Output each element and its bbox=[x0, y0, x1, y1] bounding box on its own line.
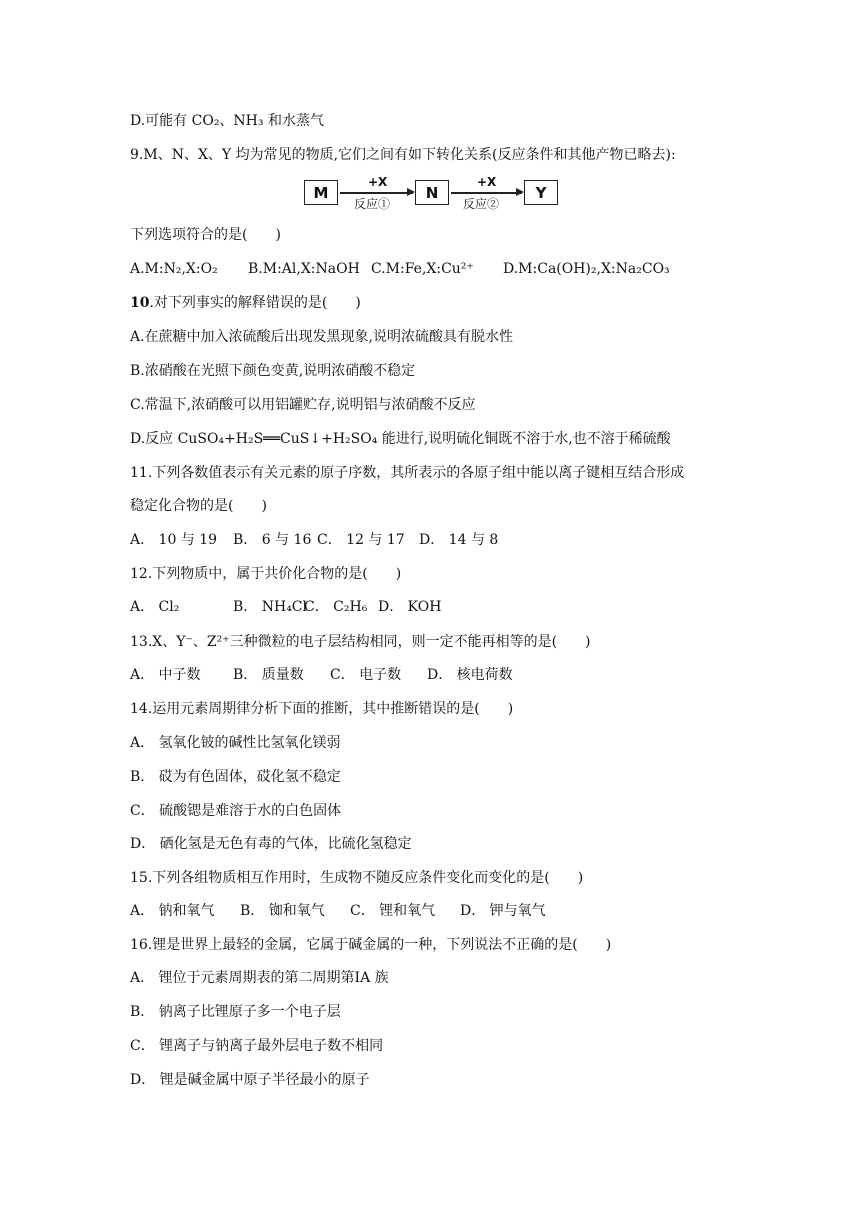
q15-option-a: A． 钠和氧气 bbox=[130, 903, 215, 919]
q12-option-c: C． C₂H₆ bbox=[304, 599, 368, 615]
q15-options bbox=[130, 901, 546, 921]
q16-stem: 16.锂是世界上最轻的金属，它属于碱金属的一种，下列说法不正确的是( ) bbox=[130, 937, 612, 953]
q12-option-b: B． NH₄Cl bbox=[233, 599, 307, 615]
q11-options bbox=[130, 530, 498, 550]
q10-number: 10 bbox=[130, 295, 150, 311]
arrow-reaction-1 bbox=[340, 175, 413, 211]
q9-options bbox=[130, 259, 670, 279]
q15-stem: 15.下列各组物质相互作用时，生成物不随反应条件变化而变化的是( ) bbox=[130, 870, 584, 886]
arrow-1-label: 反应① bbox=[354, 197, 391, 211]
q15-option-b: B． 铷和氧气 bbox=[240, 903, 325, 919]
q16-option-b: B． 钠离子比锂原子多一个电子层 bbox=[130, 1004, 341, 1020]
q16-option-d: D． 锂是碱金属中原子半径最小的原子 bbox=[130, 1072, 370, 1088]
q11-option-d: D． 14 与 8 bbox=[419, 532, 499, 548]
q9-option-b: B.M:Al,X:NaOH bbox=[248, 261, 360, 277]
arrow-2-reagent: +X bbox=[477, 175, 497, 189]
q10-stem bbox=[130, 293, 361, 313]
arrow-1-reagent: +X bbox=[368, 175, 388, 189]
q10-option-c: C.常温下,浓硝酸可以用铝罐贮存,说明铝与浓硝酸不反应 bbox=[130, 397, 476, 413]
q16-option-a: A． 锂位于元素周期表的第二周期第ⅠA 族 bbox=[130, 970, 389, 986]
q12-option-a: A． Cl₂ bbox=[130, 599, 180, 615]
q9-ask: 下列选项符合的是( ) bbox=[130, 227, 281, 243]
q11-option-a: A． 10 与 19 bbox=[130, 532, 218, 548]
q11-stem-line-1: 11.下列各数值表示有关元素的原子序数，其所表示的各原子组中能以离子键相互结合形成 bbox=[130, 465, 685, 481]
box-m: M bbox=[304, 180, 338, 205]
q10-option-b: B.浓硝酸在光照下颜色变黄,说明浓硝酸不稳定 bbox=[130, 363, 416, 379]
q9-stem: 9.M、N、X、Y 均为常见的物质,它们之间有如下转化关系(反应条件和其他产物已略去): bbox=[130, 147, 676, 163]
q16-option-c: C． 锂离子与钠离子最外层电子数不相同 bbox=[130, 1038, 384, 1054]
box-y: Y bbox=[524, 180, 558, 205]
q12-options bbox=[130, 597, 441, 617]
q13-option-d: D． 核电荷数 bbox=[427, 667, 513, 683]
q13-option-a: A． 中子数 bbox=[130, 667, 201, 683]
q15-option-c: C． 锂和氧气 bbox=[350, 903, 436, 919]
q9-option-a: A.M:N₂,X:O₂ bbox=[130, 261, 218, 277]
q12-option-d: D． KOH bbox=[378, 599, 442, 615]
q11-option-b: B． 6 与 16 bbox=[233, 532, 312, 548]
q8-option-d: D.可能有 CO₂、NH₃ 和水蒸气 bbox=[130, 113, 324, 129]
arrow-reaction-2 bbox=[451, 175, 522, 211]
q13-options bbox=[130, 665, 513, 685]
q12-stem: 12.下列物质中，属于共价化合物的是( ) bbox=[130, 566, 402, 582]
q14-option-b: B． 砹为有色固体，砹化氢不稳定 bbox=[130, 769, 341, 785]
q11-stem-line-2: 稳定化合物的是( ) bbox=[130, 498, 267, 514]
q9-option-c: C.M:Fe,X:Cu²⁺ bbox=[371, 261, 474, 277]
q13-option-c: C． 电子数 bbox=[330, 667, 402, 683]
q10-option-a: A.在蔗糖中加入浓硫酸后出现发黑现象,说明浓硫酸具有脱水性 bbox=[130, 329, 514, 345]
q13-stem: 13.X、Y⁻、Z²⁺三种微粒的电子层结构相同，则一定不能再相等的是( ) bbox=[130, 634, 591, 650]
q14-option-a: A． 氢氧化铍的碱性比氢氧化镁弱 bbox=[130, 735, 341, 751]
q11-option-c: C． 12 与 17 bbox=[317, 532, 405, 548]
q14-option-d: D． 硒化氢是无色有毒的气体，比硫化氢稳定 bbox=[130, 836, 412, 852]
q10-stem-text: .对下列事实的解释错误的是( ) bbox=[149, 295, 361, 311]
q14-stem: 14.运用元素周期律分析下面的推断，其中推断错误的是( ) bbox=[130, 701, 514, 717]
box-n: N bbox=[415, 180, 449, 205]
conversion-diagram bbox=[304, 175, 556, 211]
q13-option-b: B． 质量数 bbox=[233, 667, 304, 683]
q10-option-d: D.反应 CuSO₄+H₂S══CuS↓+H₂SO₄ 能进行,说明硫化铜既不溶于水,也不溶于稀硫酸 bbox=[130, 431, 671, 447]
q15-option-d: D． 钾与氧气 bbox=[460, 903, 546, 919]
q14-option-c: C． 硫酸锶是难溶于水的白色固体 bbox=[130, 803, 342, 819]
q9-option-d: D.M:Ca(OH)₂,X:Na₂CO₃ bbox=[503, 261, 670, 277]
arrow-2-label: 反应② bbox=[463, 197, 500, 211]
